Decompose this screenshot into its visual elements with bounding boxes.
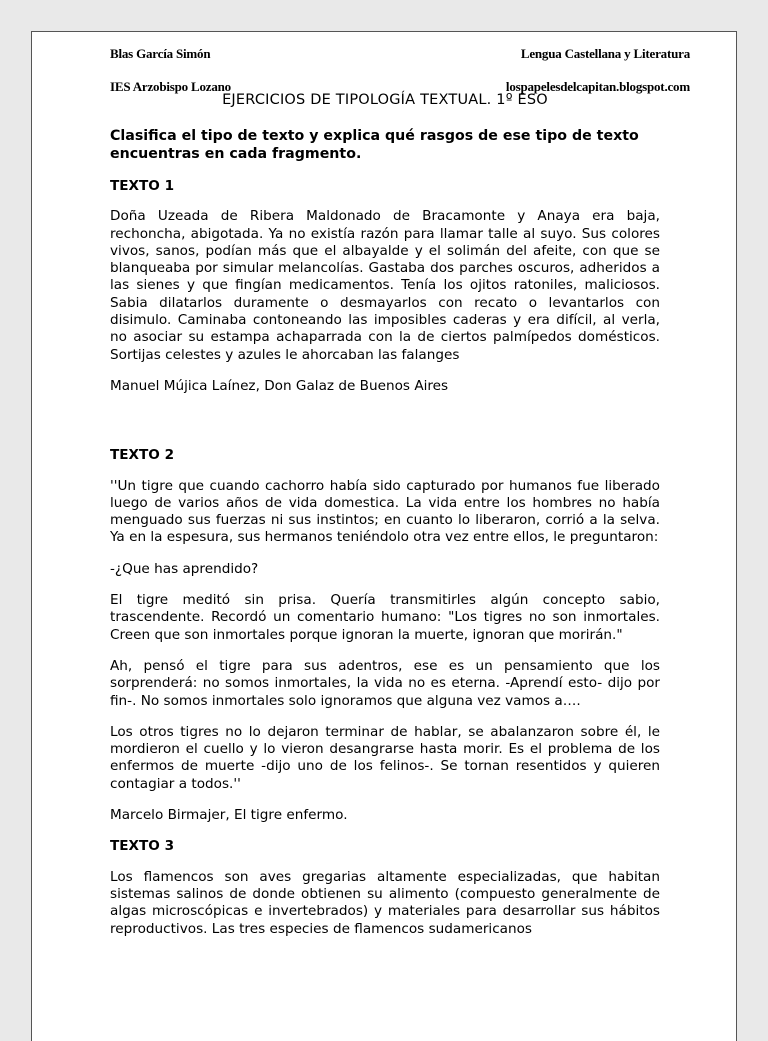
texto2-paragraph-2: -¿Que has aprendido? <box>110 560 259 577</box>
texto2-paragraph-1: ''Un tigre que cuando cachorro había sido capturado por humanos fue liberado luego de varios años de vida domestica. La vida entre los hombres no había menguado sus fuerzas ni sus instintos; en cuanto lo liberaron, corrió a la selva. Ya en la espesura, sus hermanos teniéndolo otra vez entre ellos, le preguntaron: <box>110 477 660 546</box>
texto3-heading: TEXTO 3 <box>110 838 175 855</box>
page-title: EJERCICIOS DE TIPOLOGÍA TEXTUAL. 1º ESO <box>222 92 548 108</box>
texto2-source: Marcelo Birmajer, El tigre enfermo. <box>110 807 348 824</box>
texto3-paragraph: Los flamencos son aves gregarias altamente especializadas, que habitan sistemas salinos de donde obtienen su alimento (compuesto generalmente de algas microscópicas e invertebrados) y materiales para desarrollar sus hábitos reproductivos. Las tres especies de flamencos sudamericanos <box>110 868 660 937</box>
document-page <box>31 31 737 1041</box>
texto2-paragraph-5: Los otros tigres no lo dejaron terminar de hablar, se abalanzaron sobre él, le mordieron el cuello y lo vieron desangrarse hasta morir. Es el problema de los enfermos de muerte -dijo uno de los felinos-. Se tornan resentidos y quieren contagiar a todos.'' <box>110 723 660 792</box>
texto1-heading: TEXTO 1 <box>110 178 175 194</box>
texto1-source: Manuel Mújica Laínez, Don Galaz de Buenos Aires <box>110 377 449 394</box>
spacer <box>110 409 660 447</box>
document-body <box>110 127 660 952</box>
texto2-heading: TEXTO 2 <box>110 447 175 464</box>
instruction: Clasifica el tipo de texto y explica qué rasgos de ese tipo de texto encuentras en cada fragmento. <box>110 128 639 162</box>
header-author: Blas García Simón <box>110 46 211 61</box>
texto2-paragraph-3: El tigre meditó sin prisa. Quería transmitirles algún concepto sabio, trascendente. Recordó un comentario humano: "Los tigres no son inmortales. Creen que son inmortales porque ignoran la muerte, ignoran que morirán." <box>110 592 660 643</box>
header-subject: Lengua Castellana y Literatura <box>520 46 690 61</box>
texto2-paragraph-4: Ah, pensó el tigre para sus adentros, ese es un pensamiento que los sorprenderá: no somos inmortales, la vida no es eterna. -Aprendí esto- dijo por fin-. No somos inmortales solo ignoramos que alguna vez vamos a…. <box>110 657 660 709</box>
header-row-1 <box>110 46 690 62</box>
header-school: IES Arzobispo Lozano <box>110 79 231 94</box>
texto1-paragraph: Doña Uzeada de Ribera Maldonado de Bracamonte y Anaya era baja, rechoncha, abigotada. Ya no existía razón para llamar talle al suyo. Sus colores vivos, sanos, podían más que el albayalde y el solimán del afeite, con que se blanqueaba por simular melancolías. Gastaba dos parches oscuros, adheridos a las sienes y que fingían medicamentos. Tenía los ojitos ratoniles, maliciosos. Sabia dilatarlos duramente o desmayarlos con recato o levantarlos con disimulo. Caminaba contoneando las imposibles caderas y era difícil, al verla, no asociar su estampa achaparrada con la de ciertos palmípedos domésticos. Sortijas celestes y azules le ahorcaban las falanges <box>110 208 660 363</box>
header-blog: lospapelesdelcapitan.blogspot.com <box>505 79 690 94</box>
